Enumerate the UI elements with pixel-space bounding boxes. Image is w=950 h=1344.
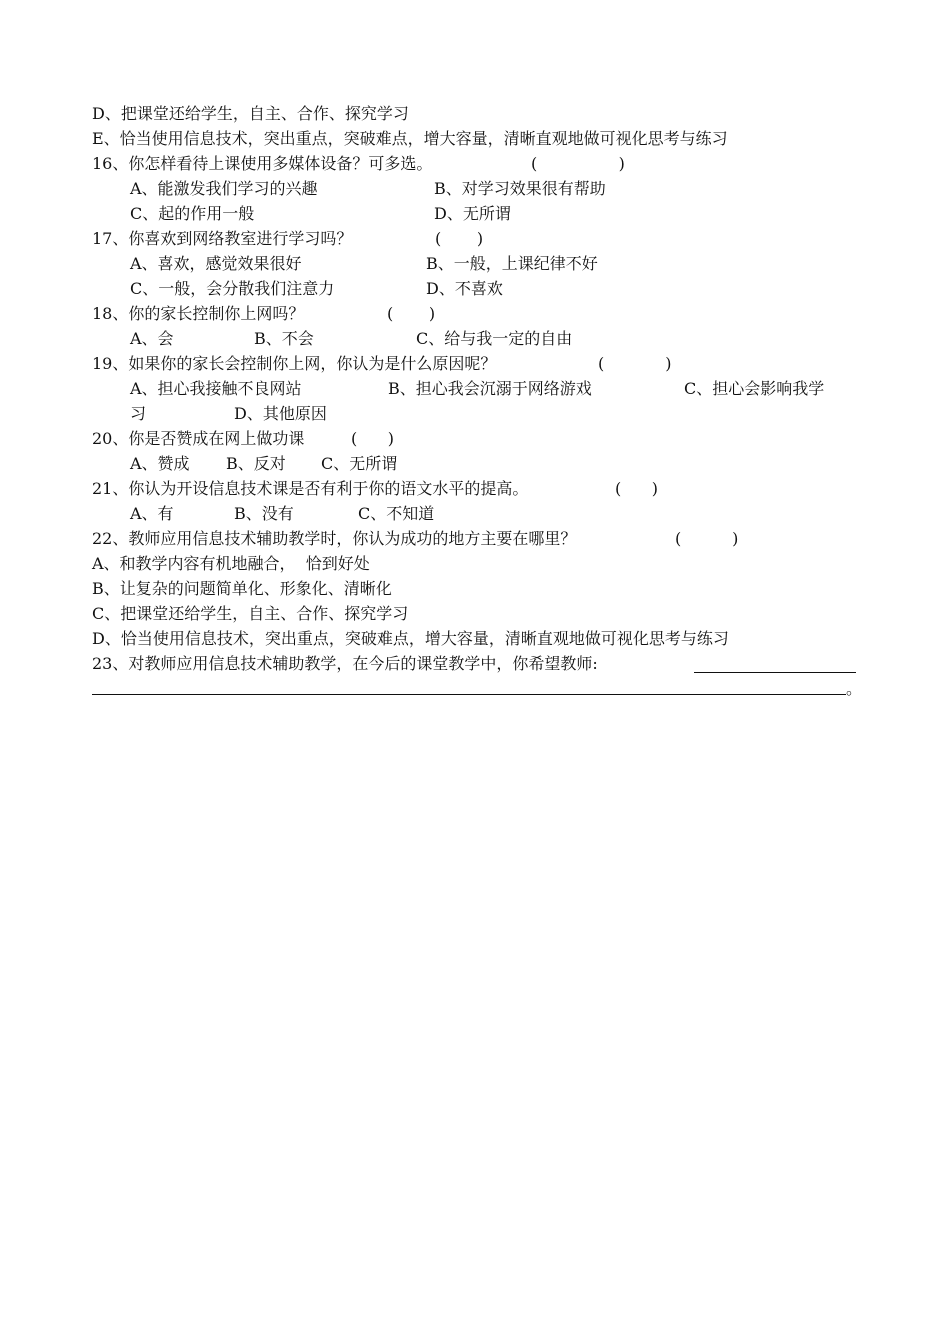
- q23-answer-line-2: [92, 694, 846, 695]
- q16-answer-blank: ( ): [531, 154, 625, 173]
- q21-stem: 21、你认为开设信息技术课是否有利于你的语文水平的提高。: [92, 479, 529, 498]
- q23-stem: 23、对教师应用信息技术辅助教学，在今后的课堂教学中，你希望教师:: [92, 654, 598, 673]
- q16-option-d: D、无所谓: [434, 204, 511, 223]
- q16-option-c: C、起的作用一般: [130, 204, 255, 223]
- q20-option-a: A、赞成: [130, 454, 190, 473]
- q17-answer-blank: ( ): [435, 229, 484, 248]
- q16-option-a: A、能激发我们学习的兴趣: [130, 179, 318, 198]
- q16-stem: 16、你怎样看待上课使用多媒体设备？可多选。: [92, 154, 433, 173]
- q18-option-b: B、不会: [254, 329, 314, 348]
- q22-option-d: D、恰当使用信息技术，突出重点，突破难点，增大容量，清晰直观地做可视化思考与练习: [92, 629, 729, 648]
- q15-option-d: D、把课堂还给学生，自主、合作、探究学习: [92, 104, 409, 123]
- q21-answer-blank: ( ): [615, 479, 658, 498]
- q21-option-c: C、不知道: [358, 504, 435, 523]
- q17-option-c: C、一般，会分散我们注意力: [130, 279, 335, 298]
- q22-stem: 22、教师应用信息技术辅助教学时，你认为成功的地方主要在哪里？: [92, 529, 577, 548]
- q20-stem: 20、你是否赞成在网上做功课: [92, 429, 305, 448]
- q22-option-c: C、把课堂还给学生，自主、合作、探究学习: [92, 604, 409, 623]
- q18-answer-blank: ( ): [387, 304, 436, 323]
- q17-option-b: B、一般，上课纪律不好: [426, 254, 598, 273]
- q23-end-mark: 。: [846, 679, 863, 698]
- q18-option-a: A、会: [130, 329, 174, 348]
- q19-option-c-continued: 习: [130, 404, 147, 423]
- q20-option-b: B、反对: [226, 454, 286, 473]
- q20-option-c: C、无所谓: [321, 454, 398, 473]
- q20-answer-blank: ( ): [351, 429, 394, 448]
- q21-option-b: B、没有: [234, 504, 294, 523]
- q23-answer-line-1: [694, 672, 856, 673]
- q22-answer-blank: ( ): [675, 529, 739, 548]
- q21-option-a: A、有: [130, 504, 174, 523]
- q19-option-d: D、其他原因: [234, 404, 327, 423]
- q19-option-c: C、担心会影响我学: [684, 379, 825, 398]
- q22-option-a: A、和教学内容有机地融合， 恰到好处: [92, 554, 370, 573]
- q17-option-a: A、喜欢，感觉效果很好: [130, 254, 302, 273]
- q17-stem: 17、你喜欢到网络教室进行学习吗？: [92, 229, 353, 248]
- q19-answer-blank: ( ): [598, 354, 672, 373]
- q18-option-c: C、给与我一定的自由: [416, 329, 573, 348]
- q18-stem: 18、你的家长控制你上网吗？: [92, 304, 305, 323]
- q19-option-b: B、担心我会沉溺于网络游戏: [388, 379, 592, 398]
- q17-option-d: D、不喜欢: [426, 279, 503, 298]
- q15-option-e: E、恰当使用信息技术，突出重点，突破难点，增大容量，清晰直观地做可视化思考与练习: [92, 129, 728, 148]
- q19-stem: 19、如果你的家长会控制你上网，你认为是什么原因呢？: [92, 354, 497, 373]
- q19-option-a: A、担心我接触不良网站: [130, 379, 302, 398]
- q16-option-b: B、对学习效果很有帮助: [434, 179, 606, 198]
- q22-option-b: B、让复杂的问题简单化、形象化、清晰化: [92, 579, 392, 598]
